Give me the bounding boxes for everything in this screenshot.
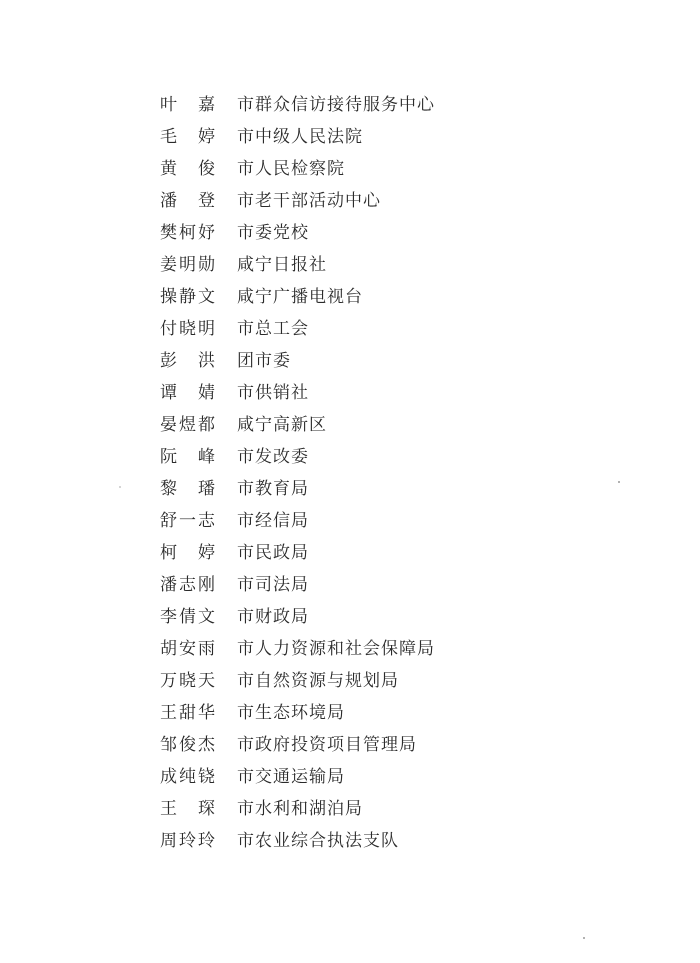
- list-item: [160, 662, 435, 694]
- list-item: [160, 598, 435, 630]
- person-name: 周 玲 玲: [160, 830, 216, 851]
- person-name: 潘 登: [160, 190, 216, 211]
- list-item: [160, 406, 435, 438]
- person-name: 毛 婷: [160, 126, 216, 147]
- person-name: 黎 璠: [160, 478, 216, 499]
- work-unit: 团市委: [237, 350, 291, 371]
- list-item: [160, 374, 435, 406]
- person-name: 姜 明 勋: [160, 254, 216, 275]
- work-unit: 市民政局: [237, 542, 309, 563]
- work-unit: 市司法局: [237, 574, 309, 595]
- list-item: [160, 182, 435, 214]
- person-name: 叶 嘉: [160, 94, 216, 115]
- list-item: [160, 694, 435, 726]
- person-name: 王 甜 华: [160, 702, 216, 723]
- list-item: [160, 214, 435, 246]
- list-item: [160, 150, 435, 182]
- list-item: [160, 86, 435, 118]
- person-name: 成 纯 铙: [160, 766, 216, 787]
- list-item: [160, 790, 435, 822]
- person-name: 阮 峰: [160, 446, 216, 467]
- work-unit: 市生态环境局: [237, 702, 345, 723]
- work-unit: 咸宁高新区: [237, 414, 327, 435]
- list-item: [160, 310, 435, 342]
- work-unit: 市经信局: [237, 510, 309, 531]
- scan-speck: [583, 937, 585, 939]
- work-unit: 市农业综合执法支队: [237, 830, 399, 851]
- work-unit: 市政府投资项目管理局: [237, 734, 417, 755]
- list-item: [160, 438, 435, 470]
- work-unit: 市财政局: [237, 606, 309, 627]
- scan-speck: [618, 481, 620, 483]
- person-name: 柯 婷: [160, 542, 216, 563]
- person-name: 舒 一 志: [160, 510, 216, 531]
- person-name: 胡 安 雨: [160, 638, 216, 659]
- work-unit: 市教育局: [237, 478, 309, 499]
- work-unit: 市群众信访接待服务中心: [237, 94, 435, 115]
- list-item: [160, 566, 435, 598]
- work-unit: 市老干部活动中心: [237, 190, 381, 211]
- scan-speck: [119, 486, 121, 488]
- person-name: 操 静 文: [160, 286, 216, 307]
- person-name: 晏 煜 都: [160, 414, 216, 435]
- list-item: [160, 726, 435, 758]
- list-item: [160, 278, 435, 310]
- list-item: [160, 502, 435, 534]
- person-name: 潘 志 刚: [160, 574, 216, 595]
- personnel-list: [160, 86, 435, 854]
- work-unit: 市委党校: [237, 222, 309, 243]
- work-unit: 市发改委: [237, 446, 309, 467]
- work-unit: 市水利和湖泊局: [237, 798, 363, 819]
- work-unit: 市供销社: [237, 382, 309, 403]
- list-item: [160, 822, 435, 854]
- person-name: 李 倩 文: [160, 606, 216, 627]
- list-item: [160, 534, 435, 566]
- work-unit: 市中级人民法院: [237, 126, 363, 147]
- work-unit: 市人民检察院: [237, 158, 345, 179]
- person-name: 樊 柯 妤: [160, 222, 216, 243]
- person-name: 黄 俊: [160, 158, 216, 179]
- list-item: [160, 630, 435, 662]
- list-item: [160, 342, 435, 374]
- list-item: [160, 758, 435, 790]
- work-unit: 市人力资源和社会保障局: [237, 638, 435, 659]
- list-item: [160, 470, 435, 502]
- work-unit: 咸宁广播电视台: [237, 286, 363, 307]
- person-name: 王 琛: [160, 798, 216, 819]
- list-item: [160, 118, 435, 150]
- person-name: 付 晓 明: [160, 318, 216, 339]
- person-name: 谭 婧: [160, 382, 216, 403]
- work-unit: 市自然资源与规划局: [237, 670, 399, 691]
- person-name: 彭 洪: [160, 350, 216, 371]
- person-name: 邹 俊 杰: [160, 734, 216, 755]
- work-unit: 市总工会: [237, 318, 309, 339]
- work-unit: 市交通运输局: [237, 766, 345, 787]
- work-unit: 咸宁日报社: [237, 254, 327, 275]
- list-item: [160, 246, 435, 278]
- person-name: 万 晓 天: [160, 670, 216, 691]
